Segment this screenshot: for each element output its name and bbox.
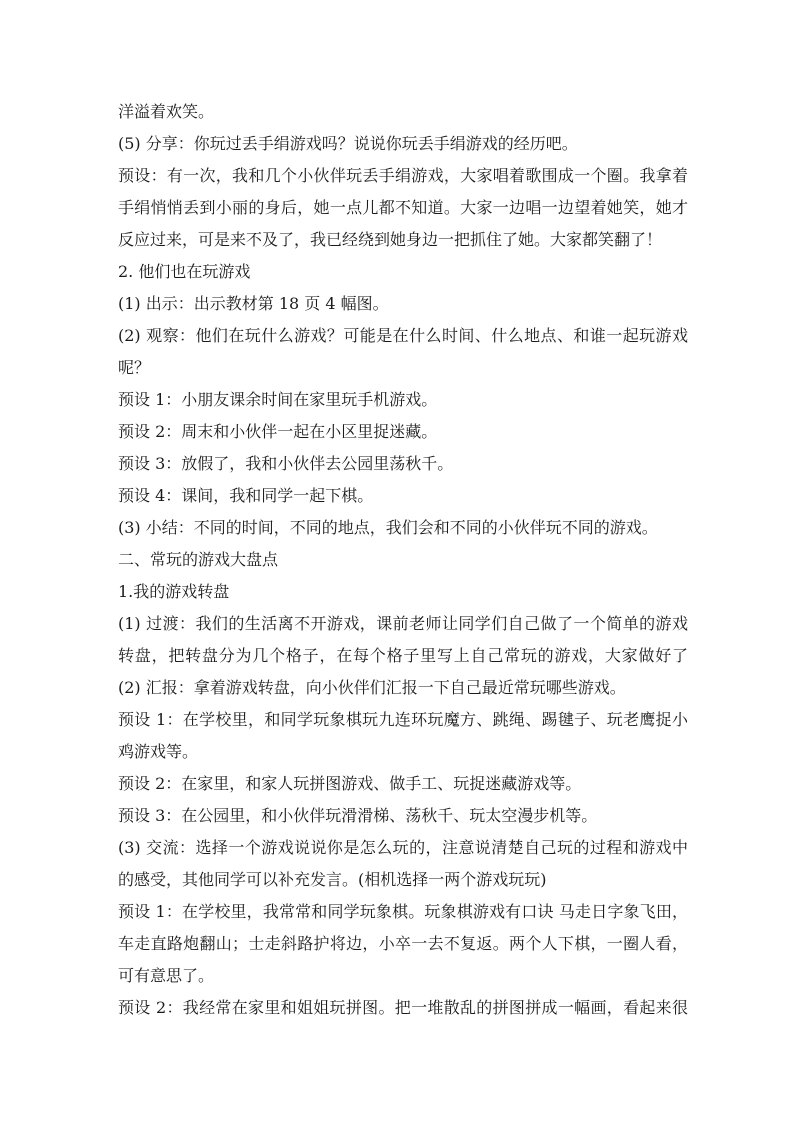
text-line: 预设 3：放假了，我和小伙伴去公园里荡秋千。 — [118, 454, 454, 473]
text-line: 预设 4：课间，我和同学一起下棋。 — [118, 486, 374, 505]
text-line: 预设 2：在家里，和家人玩拼图游戏、做手工、玩捉迷藏游戏等。 — [118, 774, 582, 793]
text-line: (5) 分享：你玩过丢手绢游戏吗？说说你玩丢手绢游戏的经历吧。 — [118, 134, 578, 153]
section-heading: 1.我的游戏转盘 — [118, 582, 230, 601]
text-line: 洋溢着欢笑。 — [118, 102, 215, 121]
text-line: 预设 1：小朋友课余时间在家里玩手机游戏。 — [118, 390, 438, 409]
text-line: (2) 观察：他们在玩什么游戏？可能是在什么时间、什么地点、和谁一起玩游戏 — [118, 326, 688, 345]
text-line: (1) 出示：出示教材第 18 页 4 幅图。 — [118, 294, 389, 313]
text-line: (1) 过渡：我们的生活离不开游戏，课前老师让同学们自己做了一个简单的游戏 — [118, 614, 688, 633]
text-line: 可有意思了。 — [118, 966, 215, 985]
text-line: 车走直路炮翻山；士走斜路护将边，小卒一去不复返。两个人下棋，一圈人看， — [118, 934, 688, 953]
text-line: 预设 1：在学校里，和同学玩象棋玩九连环玩魔方、跳绳、踢毽子、玩老鹰捉小 — [118, 710, 688, 729]
text-line: 鸡游戏等。 — [118, 742, 199, 761]
text-line: (3) 小结：不同的时间，不同的地点，我们会和不同的小伙伴玩不同的游戏。 — [118, 518, 658, 537]
text-line: 的感受，其他同学可以补充发言。(相机选择一两个游戏玩玩) — [118, 870, 547, 889]
text-line: 反应过来，可是来不及了，我已经绕到她身边一把抓住了她。大家都笑翻了！ — [118, 230, 663, 249]
section-heading: 二、常玩的游戏大盘点 — [118, 550, 279, 569]
text-line: 预设 2：我经常在家里和姐姐玩拼图。把一堆散乱的拼图拼成一幅画，看起来很 — [118, 998, 688, 1017]
text-line: (2) 汇报：拿着游戏转盘，向小伙伴们汇报一下自己最近常玩哪些游戏。 — [118, 678, 626, 697]
text-line: 预设：有一次，我和几个小伙伴玩丢手绢游戏，大家唱着歌围成一个圈。我拿着 — [118, 166, 688, 185]
text-line: 预设 3：在公园里，和小伙伴玩滑滑梯、荡秋千、玩太空漫步机等。 — [118, 806, 598, 825]
text-line: 呢？ — [118, 358, 151, 377]
text-line: 预设 1：在学校里，我常常和同学玩象棋。玩象棋游戏有口诀 马走日字象飞田， — [118, 902, 688, 921]
text-line: 手绢悄悄丢到小丽的身后，她一点儿都不知道。大家一边唱一边望着她笑，她才 — [118, 198, 688, 217]
text-line: (3) 交流：选择一个游戏说说你是怎么玩的，注意说清楚自己玩的过程和游戏中 — [118, 838, 688, 857]
section-heading: 2. 他们也在玩游戏 — [118, 262, 251, 281]
document-page — [118, 96, 688, 1024]
text-line: 转盘，把转盘分为几个格子，在每个格子里写上自己常玩的游戏，大家做好了 — [118, 646, 688, 665]
text-line: 预设 2：周末和小伙伴一起在小区里捉迷藏。 — [118, 422, 438, 441]
